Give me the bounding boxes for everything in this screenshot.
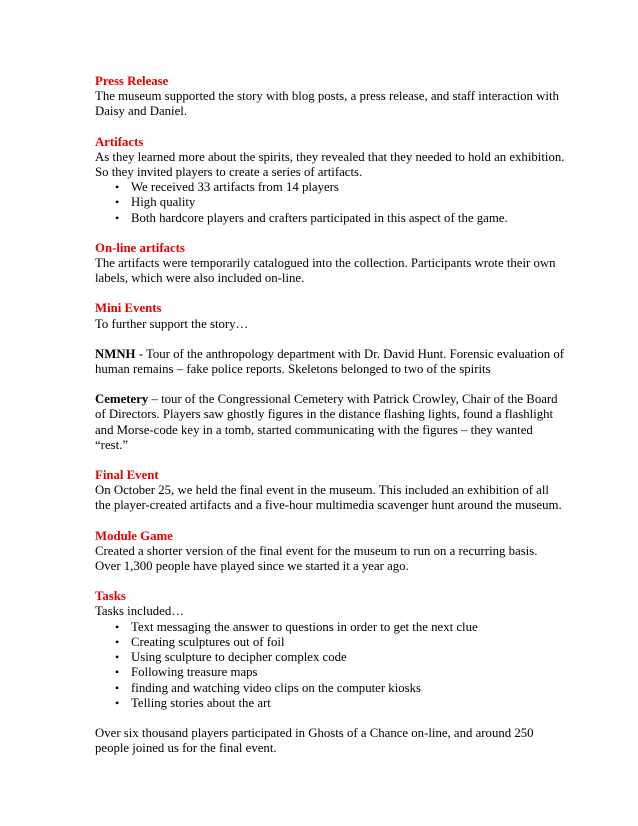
tasks-bullet-list — [95, 620, 565, 711]
list-item-text: Following treasure maps — [131, 665, 258, 680]
list-item — [95, 195, 565, 210]
list-item-text: Using sculpture to decipher complex code — [131, 650, 347, 665]
list-item — [95, 650, 565, 665]
online-artifacts-text: The artifacts were temporarily catalogued into the collection. Participants wrote their own labels, which were also included on-line. — [95, 256, 556, 286]
bullet-icon: • — [115, 634, 120, 649]
section-artifacts — [95, 135, 565, 226]
heading-module-game: Module Game — [95, 528, 173, 543]
press-release-text: The museum supported the story with blog posts, a press release, and staff interaction with Daisy and Daniel. — [95, 89, 559, 119]
nmnh-paragraph — [95, 347, 565, 377]
tasks-text: Tasks included… — [95, 604, 185, 619]
bullet-icon: • — [115, 650, 120, 665]
cemetery-label: Cemetery — [95, 392, 149, 407]
artifacts-text: As they learned more about the spirits, they revealed that they needed to hold an exhibition. So they invited players to create a series of artifacts. — [95, 149, 565, 180]
section-mini-events — [95, 301, 565, 331]
section-closing — [95, 726, 565, 756]
mini-events-text: To further support the story… — [95, 316, 249, 331]
list-item-text: High quality — [131, 195, 196, 210]
list-item — [95, 620, 565, 635]
list-item — [95, 681, 565, 696]
bullet-icon: • — [115, 210, 120, 225]
bullet-icon: • — [115, 680, 120, 695]
cemetery-text: – tour of the Congressional Cemetery with Patrick Crowley, Chair of the Board of Directors. Players saw ghostly figures in the distance flashing lights, found a flashlight and Morse-code key in a tomb, started communicating with the figures – they wanted “rest.” — [95, 392, 558, 452]
list-item — [95, 180, 565, 195]
heading-artifacts: Artifacts — [95, 134, 144, 149]
nmnh-label: NMNH — [95, 346, 136, 361]
section-module-game — [95, 529, 565, 575]
heading-mini-events: Mini Events — [95, 301, 162, 316]
bullet-icon: • — [115, 619, 120, 634]
bullet-icon: • — [115, 665, 120, 680]
list-item — [95, 211, 565, 226]
heading-final-event: Final Event — [95, 468, 159, 483]
section-online-artifacts — [95, 241, 565, 287]
artifacts-bullet-list — [95, 180, 565, 226]
section-final-event — [95, 468, 565, 514]
document-page — [95, 74, 565, 771]
list-item-text: Telling stories about the art — [131, 695, 271, 710]
closing-text: Over six thousand players participated in Ghosts of a Chance on-line, and around 250 people joined us for the final event. — [95, 725, 534, 756]
module-game-text: Created a shorter version of the final event for the museum to run on a recurring basis. Over 1,300 people have played since we started it a year ago. — [95, 543, 538, 574]
nmnh-text: - Tour of the anthropology department with Dr. David Hunt. Forensic evaluation of human remains – fake police reports. Skeletons belonged to two of the spirits — [95, 346, 565, 377]
list-item-text: Both hardcore players and crafters participated in this aspect of the game. — [131, 210, 508, 225]
list-item — [95, 665, 565, 680]
bullet-icon: • — [115, 195, 120, 210]
list-item-text: We received 33 artifacts from 14 players — [131, 180, 339, 195]
cemetery-paragraph — [95, 392, 565, 453]
list-item — [95, 635, 565, 650]
section-nmnh — [95, 347, 565, 377]
bullet-icon: • — [115, 695, 120, 710]
list-item-text: finding and watching video clips on the computer kiosks — [131, 680, 422, 695]
heading-online-artifacts: On-line artifacts — [95, 240, 185, 255]
section-tasks — [95, 589, 565, 711]
final-event-text: On October 25, we held the final event in the museum. This included an exhibition of all the player-created artifacts and a five-hour multimedia scavenger hunt around the museum. — [95, 483, 562, 513]
bullet-icon: • — [115, 180, 120, 195]
list-item — [95, 696, 565, 711]
section-press-release — [95, 74, 565, 120]
heading-tasks: Tasks — [95, 589, 126, 604]
heading-press-release: Press Release — [95, 74, 169, 88]
list-item-text: Text messaging the answer to questions in order to get the next clue — [131, 619, 478, 634]
list-item-text: Creating sculptures out of foil — [131, 634, 285, 649]
section-cemetery — [95, 392, 565, 453]
